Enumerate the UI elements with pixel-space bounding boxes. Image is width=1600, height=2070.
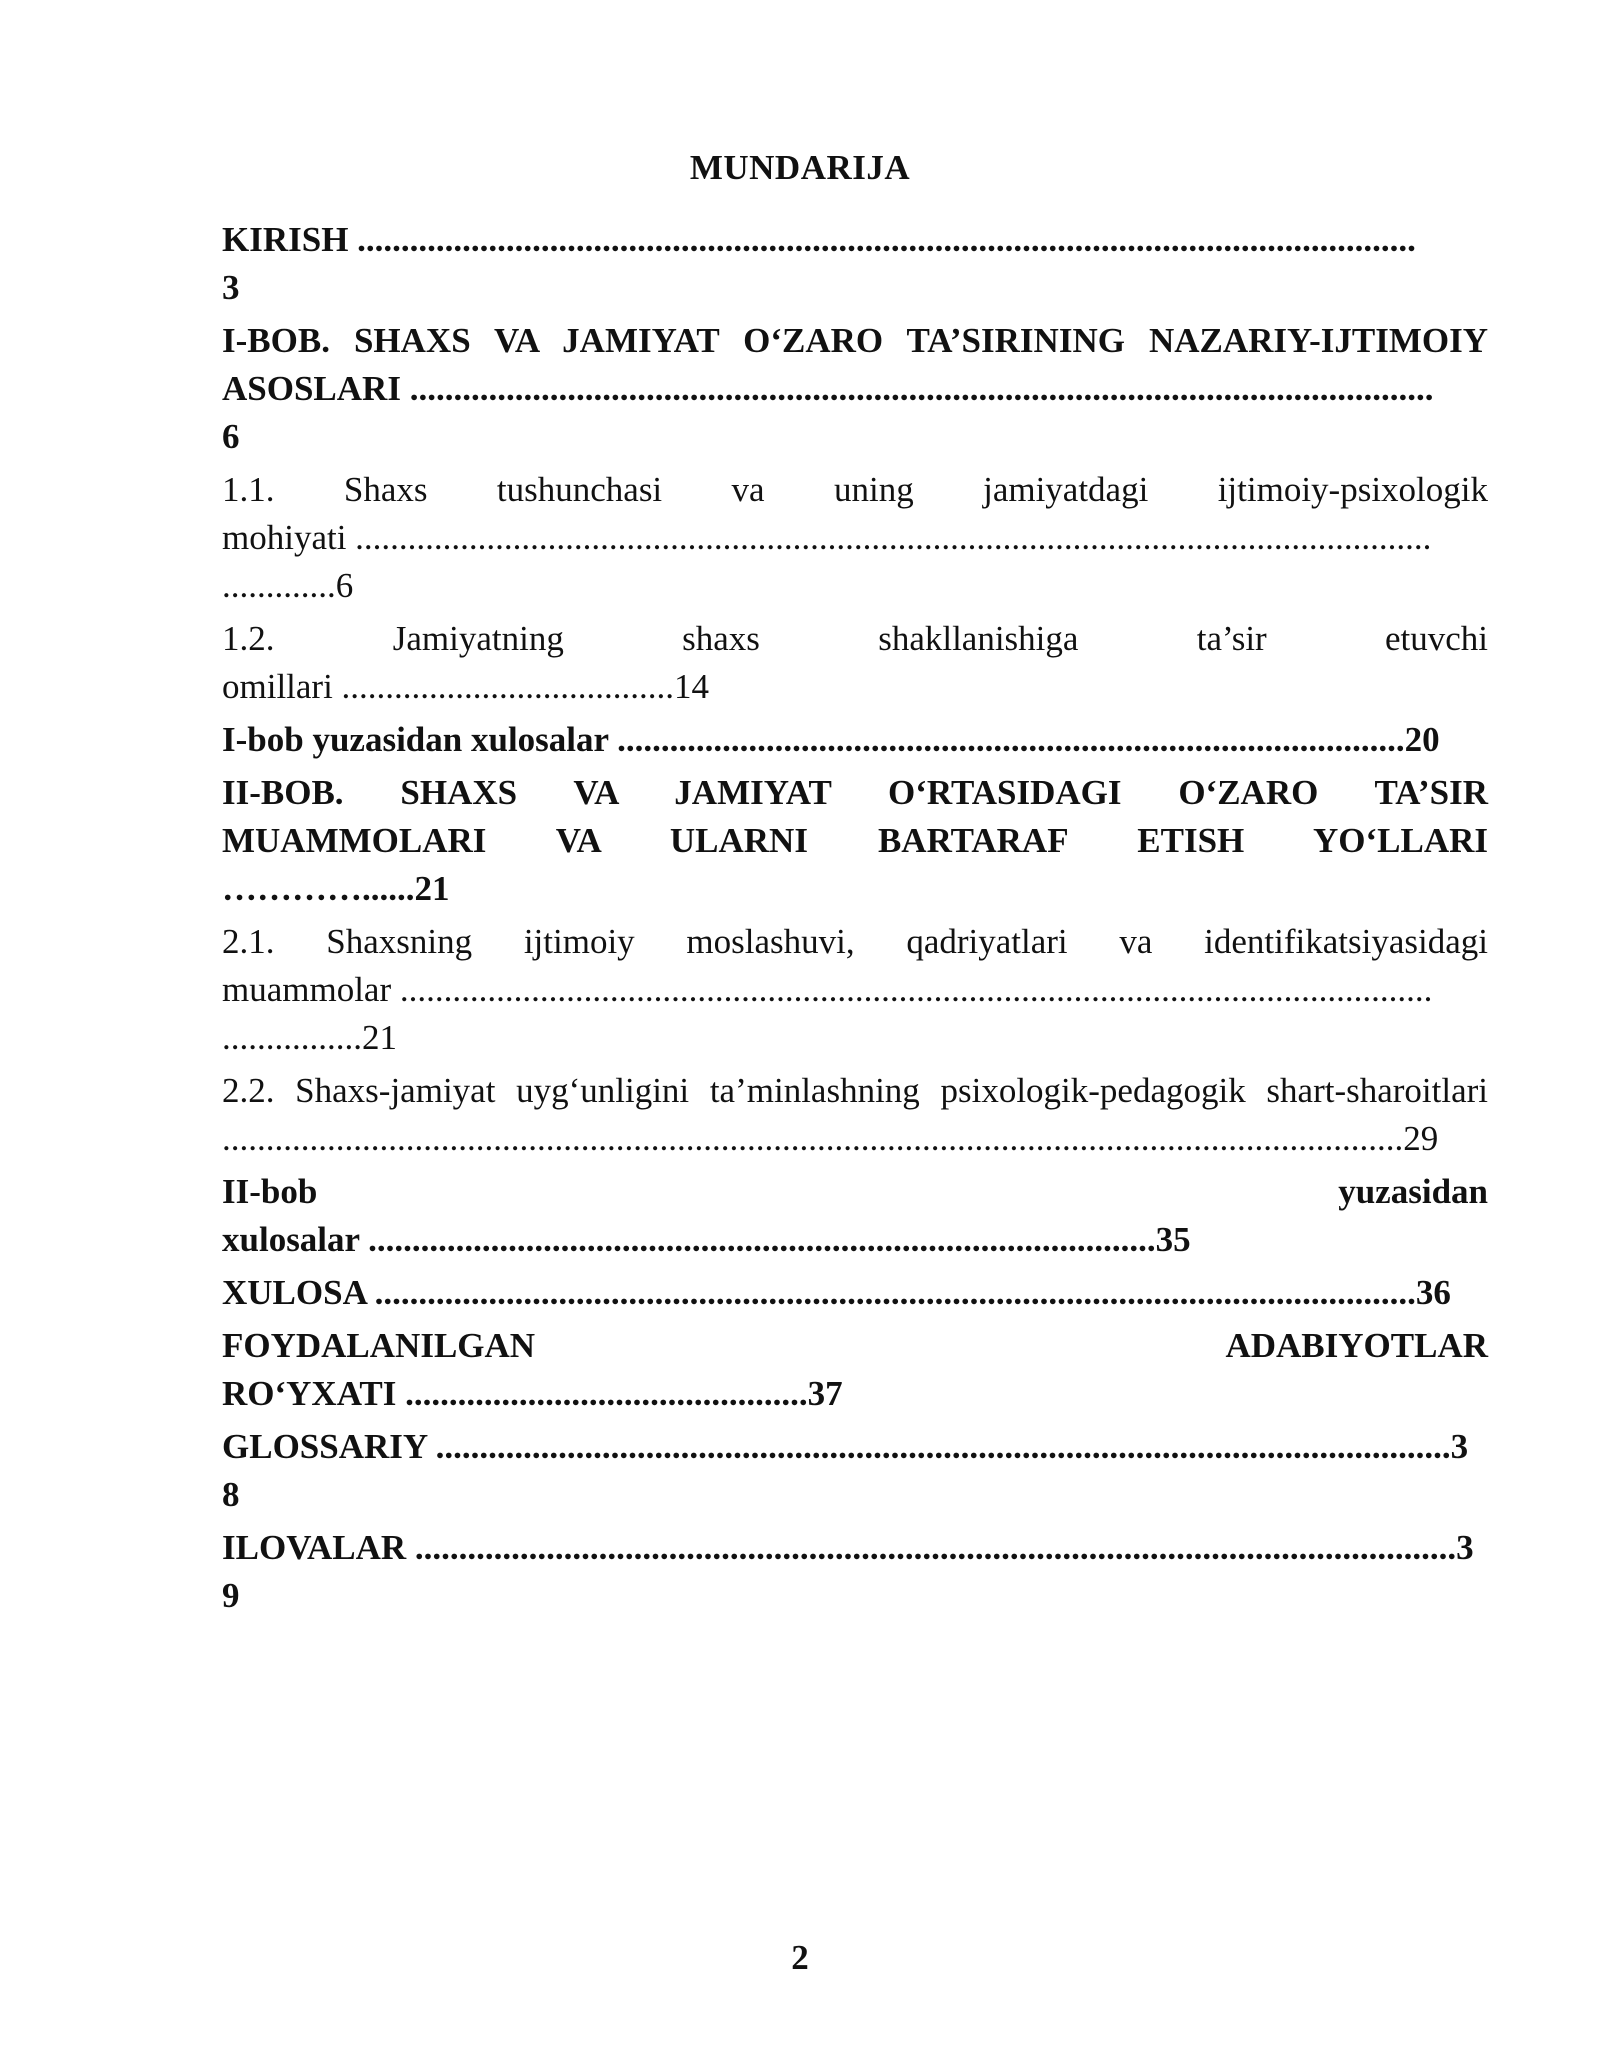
toc-entry-page: omillari ......................................14 <box>222 667 710 706</box>
toc-entry-page: 8 <box>222 1475 240 1514</box>
toc-entry-kirish[interactable] <box>222 216 1488 312</box>
toc-entry-xulosa[interactable] <box>222 1269 1488 1317</box>
page-number: 2 <box>791 1938 809 1977</box>
toc-entry-glossary[interactable] <box>222 1423 1488 1519</box>
toc-entry-page: 3 <box>222 268 240 307</box>
toc-entry-title: I-BOB. SHAXS VA JAMIYAT O‘ZARO TA’SIRINING NAZARIY-IJTIMOIY <box>222 321 1488 360</box>
toc-entry-page: ................21 <box>222 1018 397 1057</box>
toc-entry-section-1-1[interactable] <box>222 466 1488 610</box>
toc-entry-chapter-2[interactable] <box>222 769 1488 913</box>
toc-entry-title-continued: muammolar ...................................................................................................................... <box>222 970 1433 1009</box>
toc-entry-title: II-BOB. SHAXS VA JAMIYAT O‘RTASIDAGI O‘ZARO TA’SIR <box>222 773 1488 812</box>
toc-entry-title: GLOSSARIY ....................................................................................................................3 <box>222 1427 1469 1466</box>
table-of-contents <box>222 216 1488 1625</box>
toc-entry-section-2-1[interactable] <box>222 918 1488 1062</box>
toc-entry-title: 1.1. Shaxs tushunchasi va uning jamiyatdagi ijtimoiy-psixologik <box>222 470 1488 509</box>
toc-entry-title: 2.1. Shaxsning ijtimoiy moslashuvi, qadriyatlari va identifikatsiyasidagi <box>222 922 1488 961</box>
toc-entry-title: II-bob yuzasidan <box>222 1172 1488 1211</box>
toc-entry-title-continued: ASOSLARI ..................................................................................................................... <box>222 369 1434 408</box>
toc-entry-page: RO‘YXATI ..............................................37 <box>222 1374 843 1413</box>
toc-entry-section-2-2[interactable] <box>222 1067 1488 1163</box>
toc-entry-page: .......................................................................................................................................29 <box>222 1119 1439 1158</box>
page-title: MUNDARIJA <box>689 148 911 187</box>
toc-entry-title: ILOVALAR .......................................................................................................................3 <box>222 1528 1474 1567</box>
toc-entry-title-continued: mohiyati ........................................................................................................................... <box>222 518 1432 557</box>
toc-entry-title: KIRISH ......................................................................................................................... <box>222 220 1416 259</box>
toc-entry-chapter-2-summary[interactable] <box>222 1168 1488 1264</box>
toc-entry-title-continued: MUAMMOLARI VA ULARNI BARTARAF ETISH YO‘LLARI <box>222 821 1488 860</box>
toc-entry-section-1-2[interactable] <box>222 615 1488 711</box>
toc-entry-title: 2.2. Shaxs-jamiyat uyg‘unligini ta’minlashning psixologik-pedagogik shart-sharoitlari <box>222 1071 1488 1110</box>
toc-entry-page: 9 <box>222 1576 240 1615</box>
toc-entry-appendices[interactable] <box>222 1524 1488 1620</box>
toc-entry-title: XULOSA .......................................................................................................................36 <box>222 1273 1451 1312</box>
toc-entry-title: 1.2. Jamiyatning shaxs shakllanishiga ta’sir etuvchi <box>222 619 1488 658</box>
toc-entry-references[interactable] <box>222 1322 1488 1418</box>
toc-entry-title: FOYDALANILGAN ADABIYOTLAR <box>222 1326 1488 1365</box>
toc-entry-page: .............6 <box>222 566 354 605</box>
toc-entry-page: xulosalar ..........................................................................................35 <box>222 1220 1191 1259</box>
toc-entry-chapter-1[interactable] <box>222 317 1488 461</box>
toc-entry-page: 6 <box>222 417 240 456</box>
toc-entry-page: …………......21 <box>222 869 450 908</box>
toc-entry-chapter-1-summary[interactable] <box>222 716 1488 764</box>
toc-entry-title: I-bob yuzasidan xulosalar ..........................................................................................20 <box>222 720 1440 759</box>
